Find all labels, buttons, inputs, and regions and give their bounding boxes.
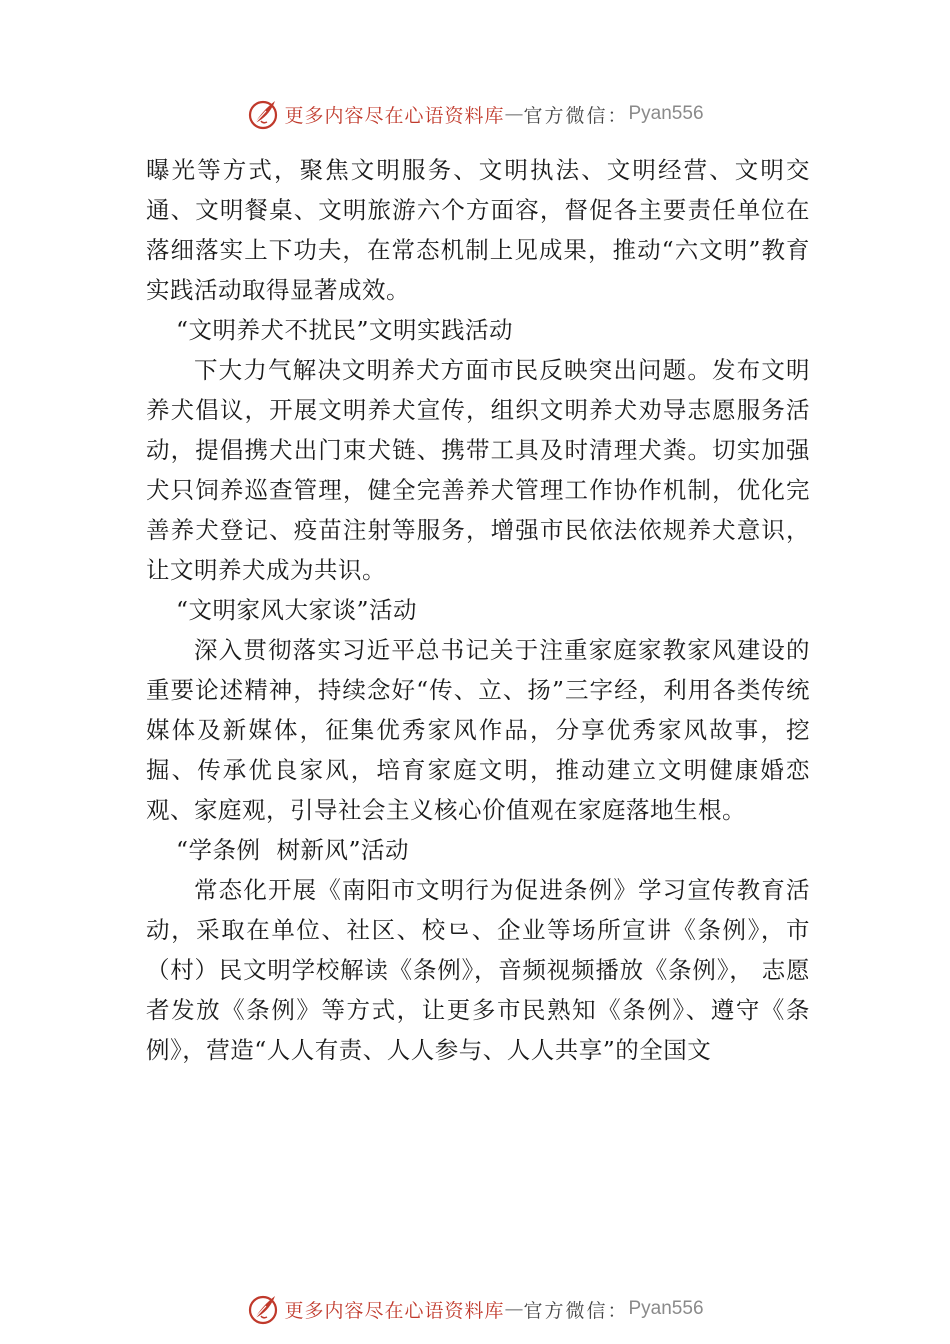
section-heading: “学条例 树新风”活动 <box>176 836 409 864</box>
document-body <box>146 150 810 1070</box>
section-heading: “文明家风大家谈”活动 <box>176 596 418 624</box>
body-paragraph: 常态化开展《南阳市文明行为促进条例》学习宣传教育活动，采取在单位、社区、校⺋、企业等场所宣讲《条例》，市（村）民文明学校解读《条例》，音频视频播放《条例》， 志愿者发放《条例》等方式，让更多市民熟知《条例》、遵守《条例》，营造“人人有责、人人参与、人人共享”的全国文 <box>146 876 810 1064</box>
watermark-header <box>0 94 950 134</box>
section-heading: “文明养犬不扰民”文明实践活动 <box>176 316 514 344</box>
feather-pen-circle-icon <box>246 97 280 131</box>
feather-pen-circle-icon <box>246 1292 280 1326</box>
body-paragraph: 曝光等方式，聚焦文明服务、文明执法、文明经营、文明交通、文明餐桌、文明旅游六个方面容，督促各主要责任单位在落细落实上下功夫，在常态机制上见成果，推动“六文明”教育实践活动取得显著成效。 <box>146 156 810 304</box>
watermark-wechat-id: Pyan556 <box>628 103 704 124</box>
watermark-wechat-id: Pyan556 <box>628 1298 704 1319</box>
watermark-official-label: 官方微信： <box>523 104 629 127</box>
watermark-dash: — <box>504 103 524 125</box>
watermark-official-label: 官方微信： <box>523 1299 629 1322</box>
watermark-brand-text: 更多内容尽在心语资料库 <box>284 104 505 127</box>
body-paragraph: 深入贯彻落实习近平总书记关于注重家庭家教家风建设的重要论述精神，持续念好“传、立、扬”三字经，利用各类传统媒体及新媒体，征集优秀家风作品，分享优秀家风故事，挖掘、传承优良家风，培育家庭文明，推动建立文明健康婚恋观、家庭观，引导社会主义核心价值观在家庭落地生根。 <box>146 636 810 824</box>
watermark-dash: — <box>504 1298 524 1320</box>
body-paragraph: 下大力气解决文明养犬方面市民反映突出问题。发布文明养犬倡议，开展文明养犬宣传，组织文明养犬劝导志愿服务活动，提倡携犬出门束犬链、携带工具及时清理犬粪。切实加强犬只饲养巡查管理，健全完善养犬管理工作协作机制，优化完善养犬登记、疫苗注射等服务，增强市民依法依规养犬意识，让文明养犬成为共识。 <box>146 356 810 584</box>
watermark-footer <box>0 1289 950 1329</box>
watermark-brand-text: 更多内容尽在心语资料库 <box>284 1299 505 1322</box>
